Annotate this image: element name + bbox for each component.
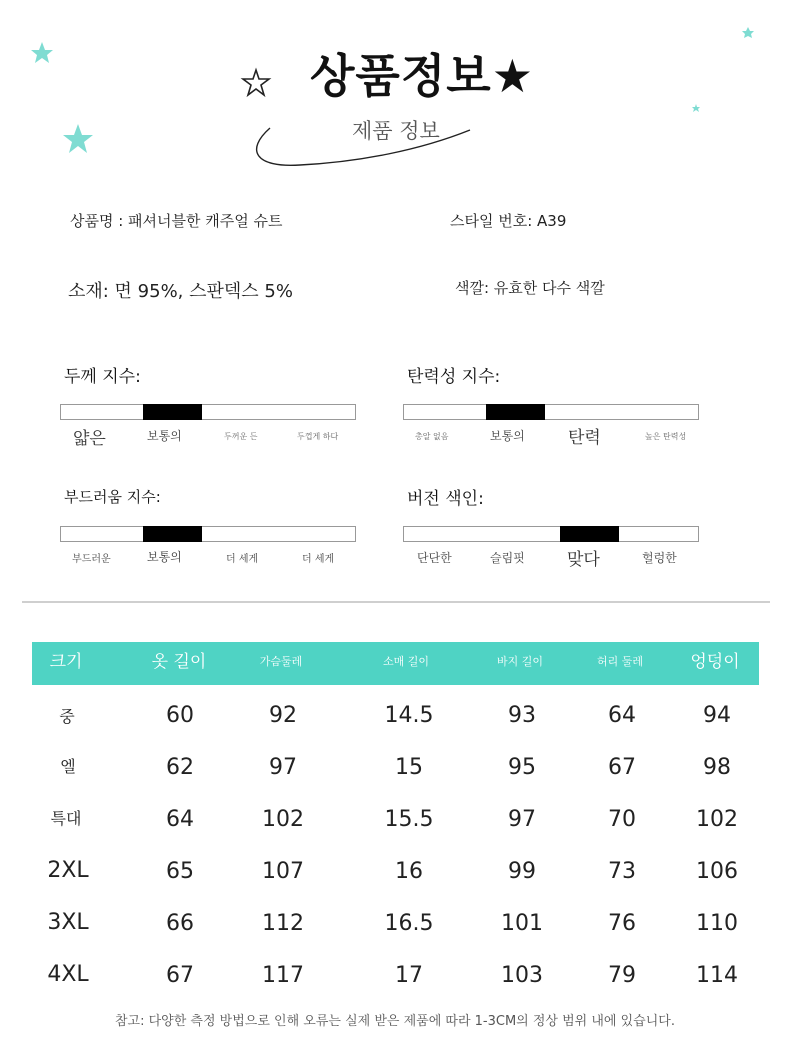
row-cell: 102 <box>696 807 738 832</box>
page-subtitle: 제품 정보 <box>352 119 440 143</box>
row-cell: 117 <box>262 963 304 988</box>
style-number: 스타일 번호: A39 <box>450 212 567 230</box>
thickness-title: 두께 지수: <box>64 367 141 387</box>
row-cell: 79 <box>608 963 636 988</box>
row-cell: 94 <box>703 703 731 728</box>
row-cell: 73 <box>608 859 636 884</box>
row-cell: 102 <box>262 807 304 832</box>
thickness-indicator <box>143 404 202 420</box>
elasticity-indicator <box>486 404 545 420</box>
elasticity-label-3: 탄력 <box>568 428 601 448</box>
color-info: 색깔: 유효한 다수 색깔 <box>455 279 605 297</box>
row-cell: 99 <box>508 859 536 884</box>
row-cell: 66 <box>166 911 194 936</box>
softness-label-2: 보통의 <box>147 550 182 564</box>
star-icon <box>63 124 93 153</box>
row-cell: 14.5 <box>384 703 434 728</box>
material: 소재: 면 95%, 스판덱스 5% <box>68 281 293 302</box>
fit-bar <box>403 526 699 542</box>
thickness-label-3: 두꺼운 든 <box>224 432 258 441</box>
row-size: 중 <box>59 707 75 726</box>
softness-bar <box>60 526 356 542</box>
row-cell: 67 <box>166 963 194 988</box>
softness-label-4: 더 세게 <box>302 554 335 565</box>
row-size: 3XL <box>47 910 89 935</box>
elasticity-label-4: 높은 탄력성 <box>645 432 687 441</box>
row-cell: 17 <box>395 963 423 988</box>
header-sleeve: 소매 길이 <box>382 655 430 668</box>
row-cell: 64 <box>608 703 636 728</box>
row-cell: 15.5 <box>384 807 434 832</box>
star-icon <box>692 104 700 112</box>
header-size: 크기 <box>49 652 83 672</box>
softness-label-1: 부드러운 <box>72 554 111 565</box>
elasticity-bar <box>403 404 699 420</box>
size-table-header <box>32 642 759 685</box>
row-cell: 64 <box>166 807 194 832</box>
row-cell: 114 <box>696 963 738 988</box>
thickness-label-2: 보통의 <box>147 429 182 443</box>
header-hip: 엉덩이 <box>690 652 740 672</box>
row-size: 엘 <box>60 757 76 776</box>
row-cell: 110 <box>696 911 738 936</box>
row-cell: 106 <box>696 859 738 884</box>
row-cell: 92 <box>269 703 297 728</box>
fit-indicator <box>560 526 619 542</box>
row-size: 2XL <box>47 858 89 883</box>
softness-label-3: 더 세게 <box>226 554 259 565</box>
row-cell: 103 <box>501 963 543 988</box>
row-cell: 67 <box>608 755 636 780</box>
row-cell: 16 <box>395 859 423 884</box>
fit-label-3: 맞다 <box>567 550 600 570</box>
elasticity-label-1: 총알 없음 <box>415 432 449 441</box>
row-cell: 98 <box>703 755 731 780</box>
row-cell: 107 <box>262 859 304 884</box>
row-cell: 62 <box>166 755 194 780</box>
row-size: 4XL <box>47 962 89 987</box>
row-cell: 65 <box>166 859 194 884</box>
softness-indicator <box>143 526 202 542</box>
row-cell: 16.5 <box>384 911 434 936</box>
elasticity-label-2: 보통의 <box>490 429 525 443</box>
thickness-label-4: 두껍게 하다 <box>297 432 339 441</box>
product-name: 상품명 : 패셔너블한 캐주얼 슈트 <box>70 212 283 230</box>
row-cell: 76 <box>608 911 636 936</box>
row-size: 특대 <box>50 809 82 828</box>
header-chest: 가슴둘레 <box>259 655 303 668</box>
thickness-bar <box>60 404 356 420</box>
row-cell: 101 <box>501 911 543 936</box>
star-outline-icon <box>243 70 269 95</box>
star-icon <box>742 27 754 38</box>
softness-title: 부드러움 지수: <box>64 488 161 506</box>
row-cell: 112 <box>262 911 304 936</box>
row-cell: 97 <box>269 755 297 780</box>
row-cell: 15 <box>395 755 423 780</box>
row-cell: 93 <box>508 703 536 728</box>
thickness-label-1: 얇은 <box>73 429 106 449</box>
fit-label-1: 단단한 <box>417 551 452 565</box>
header-pants-length: 바지 길이 <box>496 655 544 668</box>
star-icon <box>31 42 53 63</box>
row-cell: 97 <box>508 807 536 832</box>
section-divider <box>22 601 770 603</box>
elasticity-title: 탄력성 지수: <box>407 367 501 387</box>
fit-label-4: 헐렁한 <box>642 551 677 565</box>
fit-title: 버전 색인: <box>407 489 484 509</box>
header-waist: 허리 둘레 <box>596 655 644 668</box>
measurement-note: 참고: 다양한 측정 방법으로 인해 오류는 실제 받은 제품에 따라 1-3CM의 정상 범위 내에 있습니다. <box>115 1014 675 1029</box>
row-cell: 70 <box>608 807 636 832</box>
fit-label-2: 슬림핏 <box>490 551 525 565</box>
header-length: 옷 길이 <box>151 652 207 672</box>
size-table-body <box>0 700 790 1000</box>
page-title: 상품정보★ <box>310 49 534 103</box>
row-cell: 95 <box>508 755 536 780</box>
row-cell: 60 <box>166 703 194 728</box>
